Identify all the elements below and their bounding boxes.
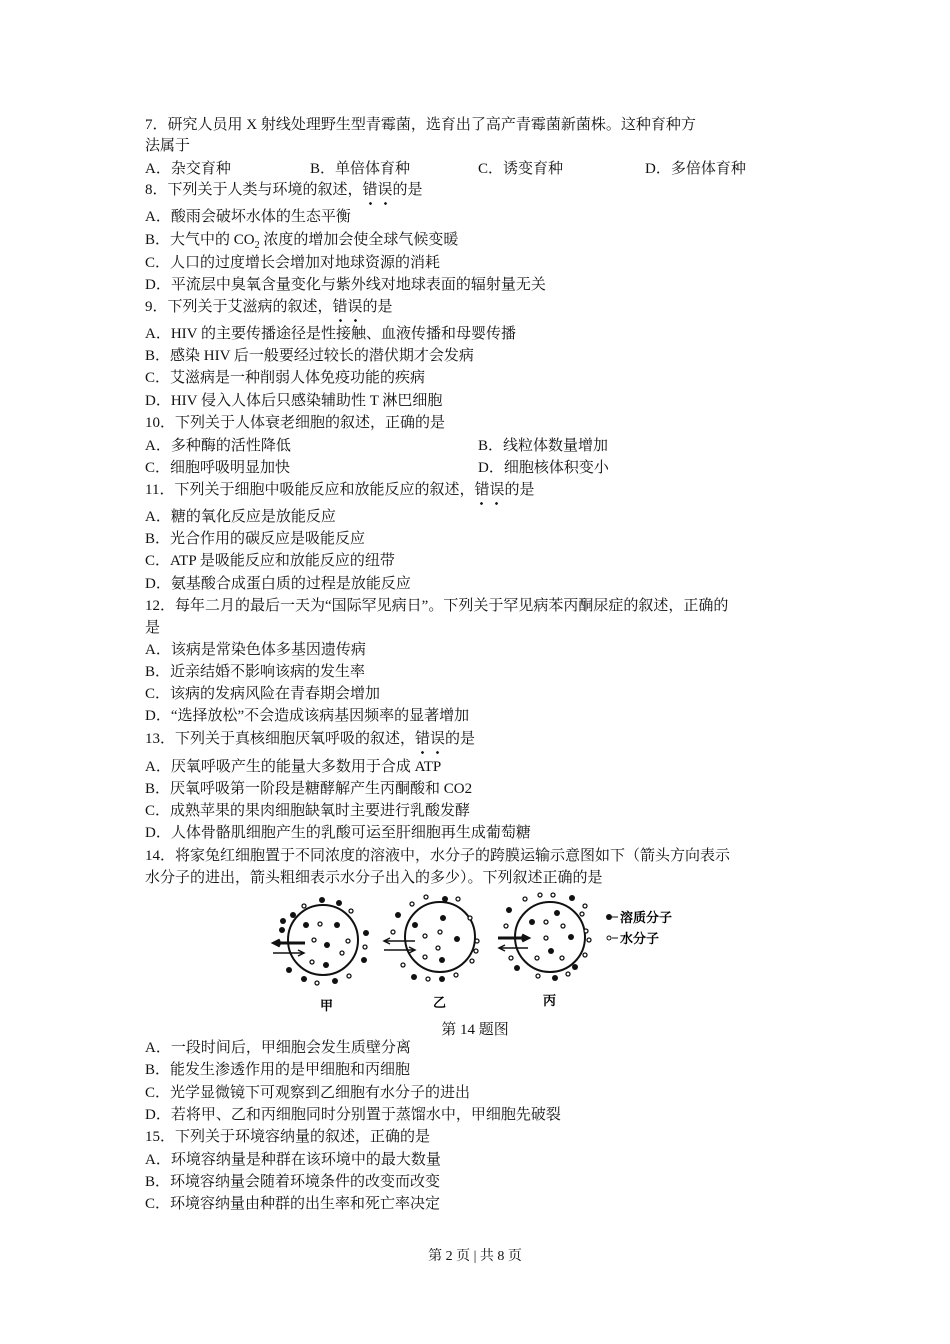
page-footer: 第 2 页 | 共 8 页: [428, 1249, 522, 1264]
emphasis-text: 错误: [415, 731, 446, 747]
text-line: [145, 757, 441, 777]
line-text: 8．下列关于人类与环境的叙述，: [145, 182, 363, 198]
line-text: B．厌氧呼吸第一阶段是糖酵解产生丙酮酸和 CO2: [145, 781, 473, 797]
text-line: [145, 1150, 441, 1170]
label-yi: 乙: [433, 996, 447, 1011]
option: C．诱变育种: [478, 161, 564, 177]
text-line: [145, 801, 470, 821]
line-text: 的是: [392, 182, 423, 198]
option: A．多种酶的活性降低: [145, 438, 291, 454]
line-text: 水分子的进出，箭头粗细表示水分子出入的多少）。下列叙述正确的是: [145, 870, 603, 886]
line-text: 9．下列关于艾滋病的叙述，: [145, 299, 333, 315]
text-line: [145, 596, 728, 616]
text-line: [145, 368, 425, 388]
line-text: C．该病的发病风险在青春期会增加: [145, 686, 381, 702]
text-line: [145, 529, 365, 549]
line-text: A．厌氧呼吸产生的能量大多数用于合成 ATP: [145, 759, 442, 775]
line-text: A．糖的氧化反应是放能反应: [145, 509, 336, 525]
line-text: 11．下列关于细胞中吸能反应和放能反应的叙述，: [145, 482, 475, 498]
line-text: 13．下列关于真核细胞厌氧呼吸的叙述，: [145, 731, 416, 747]
text-line: [145, 136, 190, 156]
text-line: [145, 779, 472, 799]
legend-water-icon: [607, 936, 611, 940]
line-text: C．艾滋病是一种削弱人体免疫功能的疾病: [145, 370, 426, 386]
text-line: [145, 868, 603, 888]
label-jia: 甲: [320, 999, 334, 1014]
line-text: 12．每年二月的最后一天为“国际罕见病日”。下列关于罕见病苯丙酮尿症的叙述，正确的: [145, 598, 729, 614]
line-text: B．近亲结婚不影响该病的发生率: [145, 664, 366, 680]
text-line: [145, 846, 730, 866]
text-line: [145, 1194, 440, 1214]
text-line: [145, 574, 411, 594]
subscript: 2: [254, 240, 260, 251]
line-text: 的是: [362, 299, 393, 315]
line-text: B．能发生渗透作用的是甲细胞和丙细胞: [145, 1062, 411, 1078]
text-line: [145, 391, 442, 411]
text-line: [145, 115, 696, 135]
line-text: 是: [145, 620, 161, 636]
line-text: 15．下列关于环境容纳量的叙述，正确的是: [145, 1129, 431, 1145]
legend-water: 水分子: [620, 932, 660, 947]
emphasis-text: 错误: [474, 482, 505, 498]
line-text: A．环境容纳量是种群在该环境中的最大数量: [145, 1152, 441, 1168]
line-text: B．大气中的 CO: [145, 232, 255, 248]
line-text: A．HIV 的主要传播途径是性接触、血液传播和母婴传播: [145, 326, 516, 342]
text-line: [145, 346, 474, 366]
option: D．多倍体育种: [645, 161, 746, 177]
line-text: B．光合作用的碳反应是吸能反应: [145, 531, 366, 547]
line-text: 10．下列关于人体衰老细胞的叙述，正确的是: [145, 415, 446, 431]
line-text: C．光学显微镜下可观察到乙细胞有水分子的进出: [145, 1085, 471, 1101]
line-text: C．ATP 是吸能反应和放能反应的纽带: [145, 553, 395, 569]
text-line: [145, 640, 366, 660]
legend-solute-icon: [606, 914, 612, 920]
text-line: [145, 180, 423, 200]
text-line: [145, 551, 395, 571]
text-line: [145, 275, 546, 295]
line-text: D．“选择放松”不会造成该病基因频率的显著增加: [145, 708, 470, 724]
text-line: [145, 1127, 430, 1147]
text-line: [145, 729, 475, 749]
text-line: [145, 324, 516, 344]
text-line: [145, 297, 393, 317]
text-line: [145, 662, 365, 682]
line-text: A．酸雨会破坏水体的生态平衡: [145, 209, 351, 225]
emphasis-text: 错误: [332, 299, 363, 315]
option: B．单倍体育种: [310, 161, 411, 177]
option: A．杂交育种: [145, 161, 231, 177]
line-text: A．该病是常染色体多基因遗传病: [145, 642, 366, 658]
text-line: [145, 1172, 440, 1192]
line-text: 7．研究人员用 X 射线处理野生型青霉菌，选育出了高产青霉菌新菌株。这种育种方: [145, 117, 696, 133]
line-text: B．感染 HIV 后一般要经过较长的潜伏期才会发病: [145, 348, 474, 364]
option: C．细胞呼吸明显加快: [145, 460, 291, 476]
text-line: [145, 207, 351, 227]
text-line: [145, 1038, 411, 1058]
label-bing: 丙: [543, 994, 557, 1009]
line-text: C．成熟苹果的果肉细胞缺氧时主要进行乳酸发酵: [145, 803, 471, 819]
line-text: C．环境容纳量由种群的出生率和死亡率决定: [145, 1196, 441, 1212]
text-line: [145, 1105, 561, 1125]
line-text: 的是: [504, 482, 535, 498]
text-line: [145, 1083, 470, 1103]
line-text: 浓度的增加会使全球气候变暖: [259, 232, 459, 248]
text-line: [145, 823, 531, 843]
line-text: B．环境容纳量会随着环境条件的改变而改变: [145, 1174, 441, 1190]
line-text: D．若将甲、乙和丙细胞同时分别置于蒸馏水中，甲细胞先破裂: [145, 1107, 561, 1123]
figure-caption: 第 14 题图: [441, 1022, 509, 1038]
option: D．细胞核体积变小: [478, 460, 609, 476]
text-line: [145, 413, 445, 433]
text-line: [145, 706, 469, 726]
text-line: [145, 1060, 410, 1080]
text-line: [145, 684, 380, 704]
legend-solute: 溶质分子: [620, 911, 673, 926]
line-text: A．一段时间后，甲细胞会发生质壁分离: [145, 1040, 411, 1056]
emphasis-text: 错误: [362, 182, 393, 198]
line-text: D．氨基酸合成蛋白质的过程是放能反应: [145, 576, 411, 592]
line-text: D．HIV 侵入人体后只感染辅助性 T 淋巴细胞: [145, 393, 443, 409]
line-text: D．人体骨骼肌细胞产生的乳酸可运至肝细胞再生成葡萄糖: [145, 825, 531, 841]
line-text: C．人口的过度增长会增加对地球资源的消耗: [145, 255, 441, 271]
line-text: 的是: [445, 731, 476, 747]
option: B．线粒体数量增加: [478, 438, 609, 454]
line-text: D．平流层中臭氧含量变化与紫外线对地球表面的辐射量无关: [145, 277, 546, 293]
text-line: [145, 618, 160, 638]
text-line: [145, 507, 336, 527]
text-line: [145, 480, 534, 500]
line-text: 法属于: [145, 138, 191, 154]
water-arrows: [273, 935, 528, 956]
figure-14: [260, 890, 700, 1020]
text-line: [145, 253, 440, 273]
line-text: 14．将家兔红细胞置于不同浓度的溶液中，水分子的跨膜运输示意图如下（箭头方向表示: [145, 848, 731, 864]
